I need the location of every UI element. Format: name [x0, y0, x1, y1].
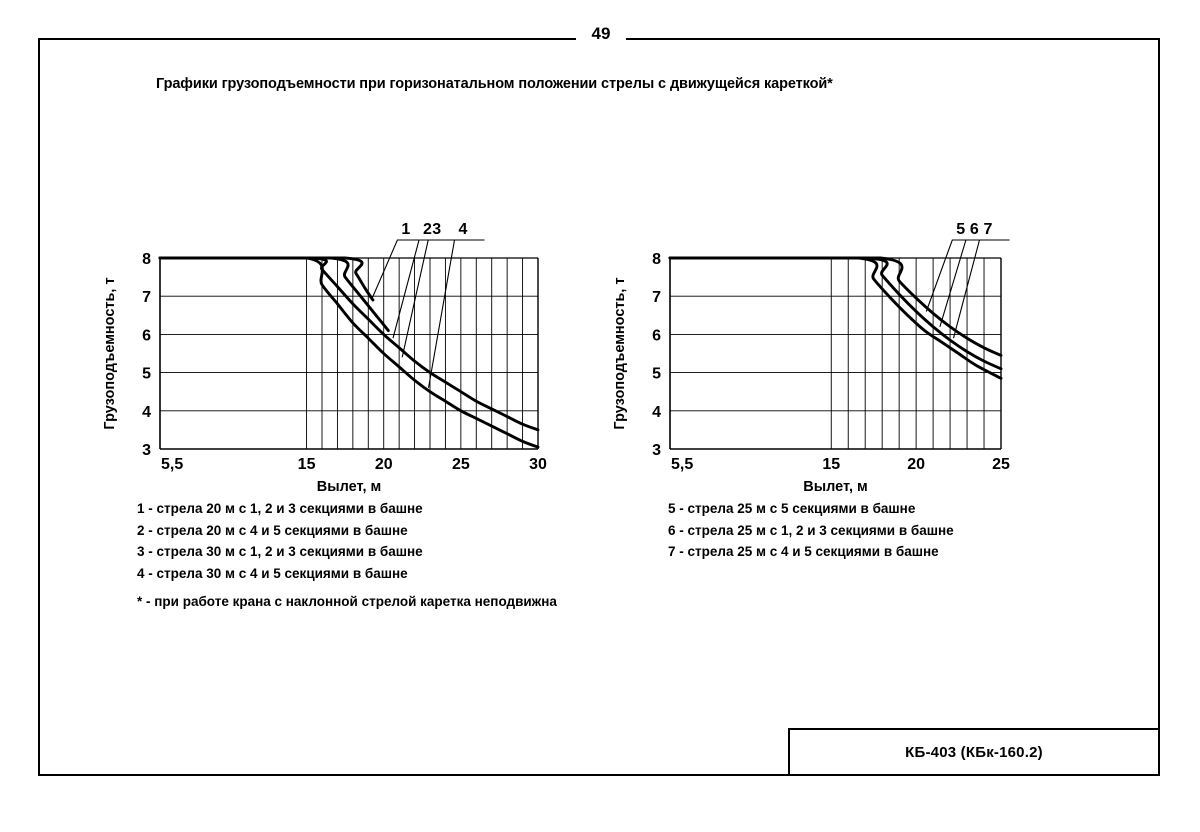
y-tick-label: 4 — [142, 403, 151, 421]
y-axis-title: Грузоподъемность, т — [102, 277, 118, 430]
footnote: * - при работе крана с наклонной стрелой каретка неподвижна — [137, 594, 557, 609]
load-chart-left-svg — [36, 178, 576, 495]
x-axis-title: Вылет, м — [316, 479, 382, 495]
callout-label: 6 — [969, 221, 979, 238]
callout-label: 4 — [458, 221, 468, 238]
load-chart-left — [36, 178, 576, 495]
x-tick-label: 15 — [297, 456, 316, 473]
x-tick-label: 25 — [451, 456, 470, 473]
legend-right — [668, 498, 954, 563]
page-number-container — [40, 23, 1162, 45]
load-chart-right-svg — [590, 178, 1060, 495]
y-tick-label: 7 — [652, 289, 661, 307]
x-tick-label: 15 — [822, 456, 841, 473]
y-tick-label: 8 — [142, 251, 151, 268]
y-tick-label: 3 — [652, 442, 661, 459]
y-tick-label: 6 — [142, 327, 151, 345]
page-title: Графики грузоподъемности при горизонатальном положении стрелы с движущейся кареткой* — [156, 76, 833, 92]
x-tick-label: 5,5 — [671, 456, 694, 473]
legend-item: 7 - стрела 25 м с 4 и 5 секциями в башне — [668, 544, 939, 559]
x-axis-title: Вылет, м — [803, 479, 868, 495]
callout-label: 1 — [401, 221, 411, 238]
crane-model-label: КБ-403 (КБк-160.2) — [905, 743, 1043, 761]
x-tick-label: 30 — [529, 456, 547, 473]
legend-item: 6 - стрела 25 м с 1, 2 и 3 секциями в башне — [668, 522, 954, 538]
callout-label: 2 — [423, 221, 432, 238]
load-curve-2 — [160, 258, 388, 331]
callout-label: 3 — [432, 221, 442, 238]
y-tick-label: 6 — [652, 327, 661, 345]
load-curve-6 — [670, 258, 1001, 369]
x-tick-label: 25 — [992, 456, 1010, 473]
y-tick-label: 5 — [652, 365, 661, 383]
legend-item: 4 - стрела 30 м с 4 и 5 секциями в башне — [137, 565, 408, 581]
x-tick-label: 20 — [907, 456, 926, 473]
load-curve-4 — [160, 258, 538, 447]
legend-item: 1 - стрела 20 м с 1, 2 и 3 секциями в башне — [137, 501, 423, 516]
callout-label: 7 — [983, 221, 993, 238]
load-curve-5 — [670, 258, 1001, 378]
page-number: 49 — [576, 23, 627, 45]
y-tick-label: 3 — [142, 442, 151, 459]
legend-left — [137, 498, 423, 584]
x-tick-label: 5,5 — [161, 456, 184, 473]
drawing-title-block — [788, 728, 1160, 776]
callout-leader-line — [393, 240, 449, 338]
load-curve-1 — [160, 258, 373, 300]
legend-item: 3 - стрела 30 м с 1, 2 и 3 секциями в башне — [137, 544, 423, 559]
callout-leader-line — [926, 240, 982, 312]
y-tick-label: 4 — [652, 403, 661, 421]
y-tick-label: 8 — [652, 251, 661, 268]
y-axis-title: Грузоподъемность, т — [612, 277, 628, 430]
y-tick-label: 5 — [142, 365, 151, 383]
legend-item: 5 - стрела 25 м с 5 секциями в башне — [668, 501, 916, 516]
callout-label: 5 — [956, 221, 966, 238]
x-tick-label: 20 — [374, 456, 393, 473]
legend-item: 2 - стрела 20 м с 4 и 5 секциями в башне — [137, 522, 408, 538]
load-chart-right — [590, 178, 1060, 495]
y-tick-label: 7 — [142, 289, 151, 307]
